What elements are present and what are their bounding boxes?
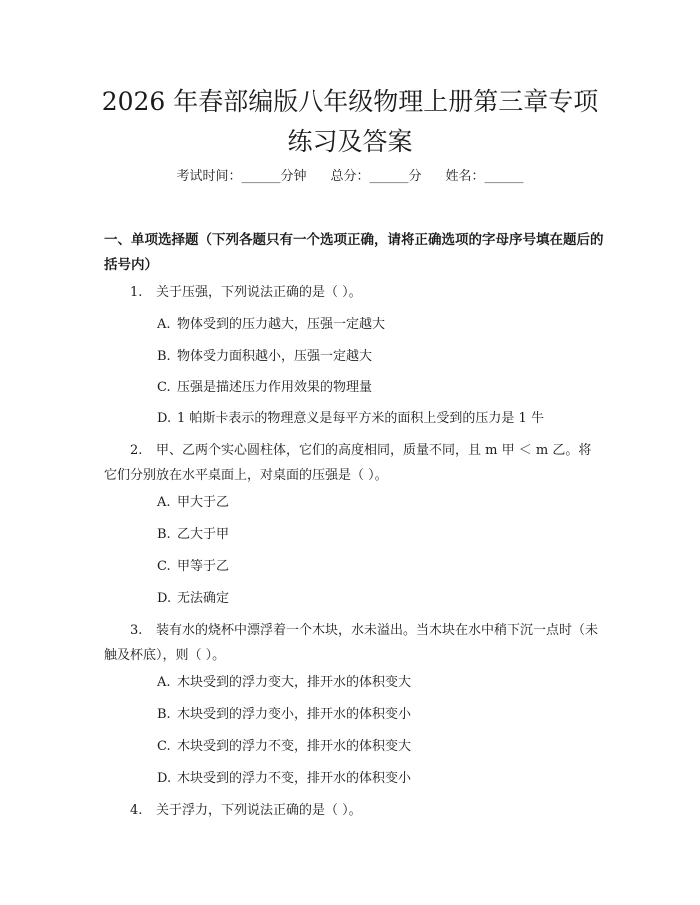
question-3-option-a [157,672,617,694]
option-letter: B. [157,349,171,364]
option-text: 木块受到的浮力变大，排开水的体积变大 [177,675,412,690]
question-text: 装有水的烧杯中漂浮着一个木块，水未溢出。当木块在水中稍下沉一点时（未触及杯底），则（ ）。 [104,623,599,663]
question-3-option-d [157,768,617,790]
question-3-option-b [157,704,617,726]
question-1-option-c [157,377,617,399]
question-text: 甲、乙两个实心圆柱体，它们的高度相同，质量不同，且 m 甲 ＜ m 乙。将它们分别放在水平桌面上，对桌面的压强是（ ）。 [104,443,592,483]
document-title-line-1: 2026 年春部编版八年级物理上册第三章专项 [101,87,599,116]
option-letter: D. [157,411,172,426]
section-title: 一、单项选择题（下列各题只有一个选项正确，请将正确选项的字母序号填在题后的括号内） [104,232,604,273]
option-letter: A. [157,675,171,690]
document-title-line-2: 练习及答案 [287,127,413,156]
option-letter: C. [157,739,171,754]
option-letter: D. [157,591,172,606]
option-text: 物体受到的压力越大，压强一定越大 [177,317,386,332]
question-4 [104,798,604,823]
option-text: 压强是描述压力作用效果的物理量 [177,380,373,395]
question-2-option-c [157,556,617,578]
question-number: 1. [130,285,143,300]
option-text: 乙大于甲 [177,527,230,542]
option-letter: A. [157,317,171,332]
question-number: 2. [130,443,143,458]
question-2 [104,438,604,488]
question-2-option-a [157,492,617,514]
option-letter: C. [157,559,171,574]
option-letter: D. [157,771,172,786]
option-letter: B. [157,527,171,542]
question-2-option-d [157,588,617,610]
student-name-label: 姓名：______ [445,169,524,184]
exam-time-label: 考试时间：______分钟 [176,169,307,184]
question-number: 4. [130,803,143,818]
question-3-option-c [157,736,617,758]
question-1-option-d [157,408,617,430]
option-letter: B. [157,707,171,722]
question-1 [104,280,604,305]
option-text: 无法确定 [177,591,230,606]
question-1-option-b [157,346,617,368]
option-text: 木块受到的浮力变小，排开水的体积变小 [177,707,412,722]
option-text: 甲大于乙 [177,495,230,510]
total-score-label: 总分：______分 [330,169,422,184]
option-text: 甲等于乙 [177,559,230,574]
exam-meta [0,166,700,188]
question-1-option-a [157,314,617,336]
option-text: 物体受力面积越小，压强一定越大 [177,349,373,364]
question-text: 关于压强，下列说法正确的是（ ）。 [156,285,362,300]
option-text: 1 帕斯卡表示的物理意义是每平方米的面积上受到的压力是 1 牛 [177,411,544,426]
option-text: 木块受到的浮力不变，排开水的体积变大 [177,739,412,754]
question-3 [104,618,604,668]
question-2-option-b [157,524,617,546]
option-text: 木块受到的浮力不变，排开水的体积变小 [177,771,412,786]
question-number: 3. [130,623,143,638]
option-letter: A. [157,495,171,510]
question-text: 关于浮力，下列说法正确的是（ ）。 [156,803,362,818]
option-letter: C. [157,380,171,395]
